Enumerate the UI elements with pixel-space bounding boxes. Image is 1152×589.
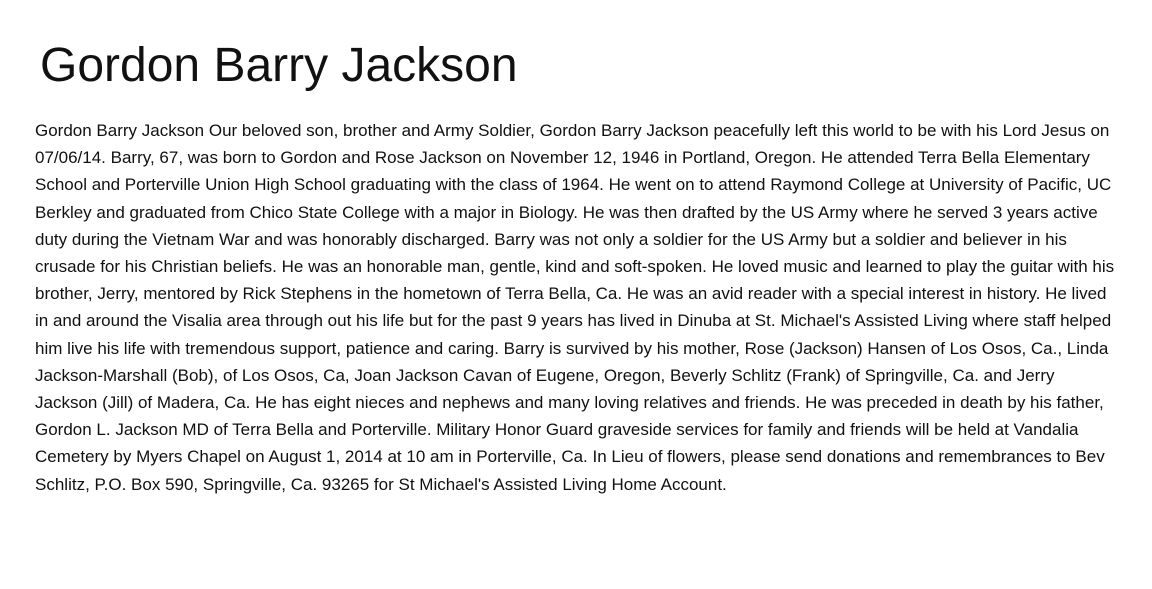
obituary-text: Gordon Barry Jackson Our beloved son, brother and Army Soldier, Gordon Barry Jackson peacefully left this world to be with his Lord Jesus on 07/06/14. Barry, 67, was born to Gordon and Rose Jackson on November 12, 1946 in Portland, Oregon. He attended Terra Bella Elementary School and Porterville Union High School graduating with the class of 1964. He went on to attend Raymond College at University of Pacific, UC Berkley and graduated from Chico State College with a major in Biology. He was then drafted by the US Army where he served 3 years active duty during the Vietnam War and was honorably discharged. Barry was not only a soldier for the US Army but a soldier and believer in his crusade for his Christian beliefs. He was an honorable man, gentle, kind and soft-spoken. He loved music and learned to play the guitar with his brother, Jerry, mentored by Rick Stephens in the hometown of Terra Bella, Ca. He was an avid reader with a special interest in history. He lived in and around the Visalia area through out his life but for the past 9 years has lived in Dinuba at St. Michael's Assisted Living where staff helped him live his life with tremendous support, patience and caring. Barry is survived by his mother, Rose (Jackson) Hansen of Los Osos, Ca., Linda Jackson-Marshall (Bob), of Los Osos, Ca, Joan Jackson Cavan of Eugene, Oregon, Beverly Schlitz (Frank) of Springville, Ca. and Jerry Jackson (Jill) of Madera, Ca. He has eight nieces and nephews and many loving relatives and friends. He was preceded in death by his father, Gordon L. Jackson MD of Terra Bella and Porterville. Military Honor Guard graveside services for family and friends will be held at Vandalia Cemetery by Myers Chapel on August 1, 2014 at 10 am in Porterville, Ca. In Lieu of flowers, please send donations and remembrances to Bev Schlitz, P.O. Box 590, Springville, Ca. 93265 for St Michael's Assisted Living Home Account. [35, 121, 1115, 494]
page-title: Gordon Barry Jackson [40, 39, 518, 92]
